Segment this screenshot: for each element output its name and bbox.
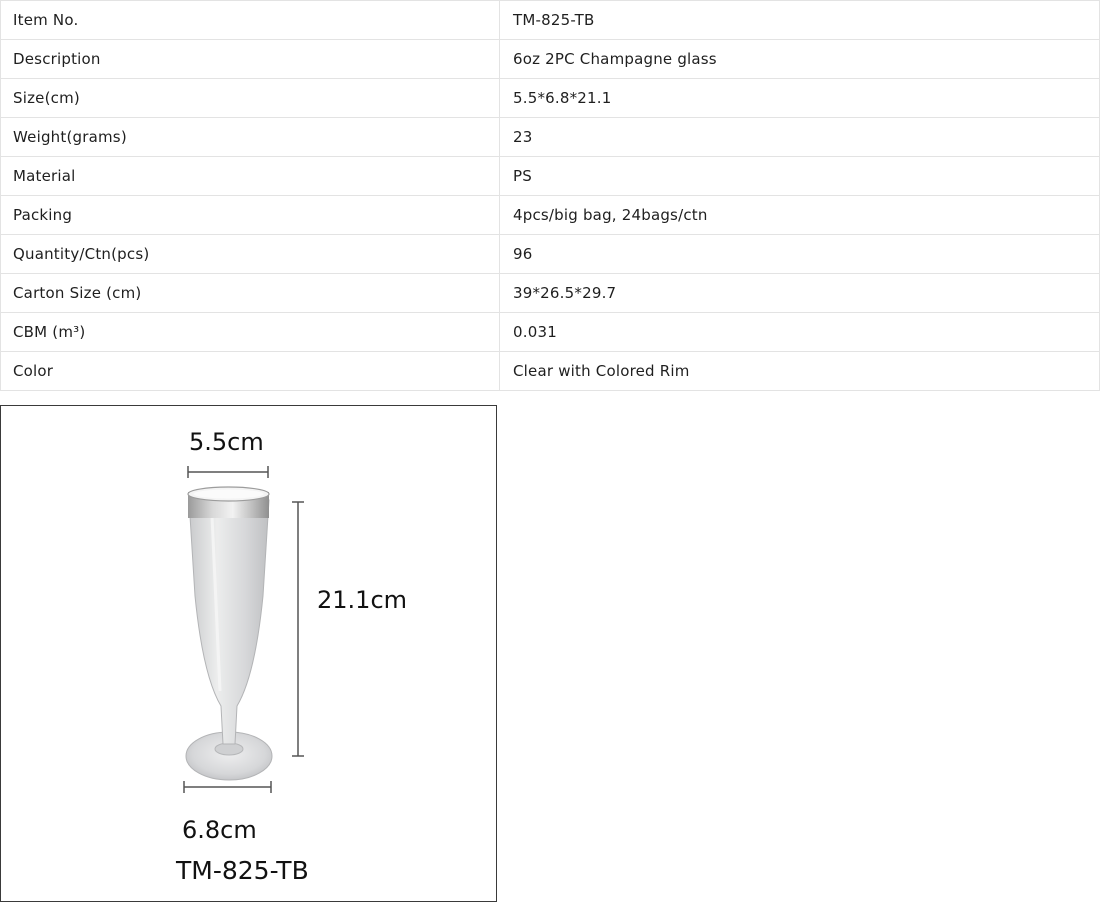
spec-key: Color bbox=[1, 352, 500, 391]
base-dimension-line bbox=[184, 781, 271, 793]
height-dimension-line bbox=[292, 502, 304, 756]
spec-row bbox=[1, 118, 1100, 157]
spec-value: 23 bbox=[500, 118, 1100, 157]
spec-key: Weight(grams) bbox=[1, 118, 500, 157]
spec-row bbox=[1, 313, 1100, 352]
spec-key: Quantity/Ctn(pcs) bbox=[1, 235, 500, 274]
spec-row bbox=[1, 157, 1100, 196]
spec-value: TM-825-TB bbox=[500, 1, 1100, 40]
width-dimension-line bbox=[188, 466, 268, 478]
spec-value: 39*26.5*29.7 bbox=[500, 274, 1100, 313]
spec-key: CBM (m³) bbox=[1, 313, 500, 352]
spec-value: 6oz 2PC Champagne glass bbox=[500, 40, 1100, 79]
spec-value: 4pcs/big bag, 24bags/ctn bbox=[500, 196, 1100, 235]
spec-key: Carton Size (cm) bbox=[1, 274, 500, 313]
spec-key: Description bbox=[1, 40, 500, 79]
spec-row bbox=[1, 40, 1100, 79]
spec-row bbox=[1, 196, 1100, 235]
spec-key: Item No. bbox=[1, 1, 500, 40]
spec-value: Clear with Colored Rim bbox=[500, 352, 1100, 391]
spec-table-body bbox=[1, 1, 1100, 391]
model-number-caption: TM-825-TB bbox=[176, 856, 309, 885]
spec-key: Size(cm) bbox=[1, 79, 500, 118]
glass-bowl bbox=[189, 500, 269, 744]
width-dimension-label: 5.5cm bbox=[189, 428, 264, 456]
spec-row bbox=[1, 79, 1100, 118]
spec-key: Packing bbox=[1, 196, 500, 235]
spec-value: 5.5*6.8*21.1 bbox=[500, 79, 1100, 118]
spec-key: Material bbox=[1, 157, 500, 196]
height-dimension-label: 21.1cm bbox=[317, 586, 408, 614]
spec-row bbox=[1, 235, 1100, 274]
product-image-frame bbox=[0, 405, 497, 902]
spec-table bbox=[0, 0, 1100, 391]
spec-row bbox=[1, 352, 1100, 391]
spec-value: PS bbox=[500, 157, 1100, 196]
glass-rim bbox=[188, 487, 269, 518]
spec-row bbox=[1, 1, 1100, 40]
base-dimension-label: 6.8cm bbox=[182, 816, 257, 844]
spec-row bbox=[1, 274, 1100, 313]
spec-value: 0.031 bbox=[500, 313, 1100, 352]
spec-value: 96 bbox=[500, 235, 1100, 274]
